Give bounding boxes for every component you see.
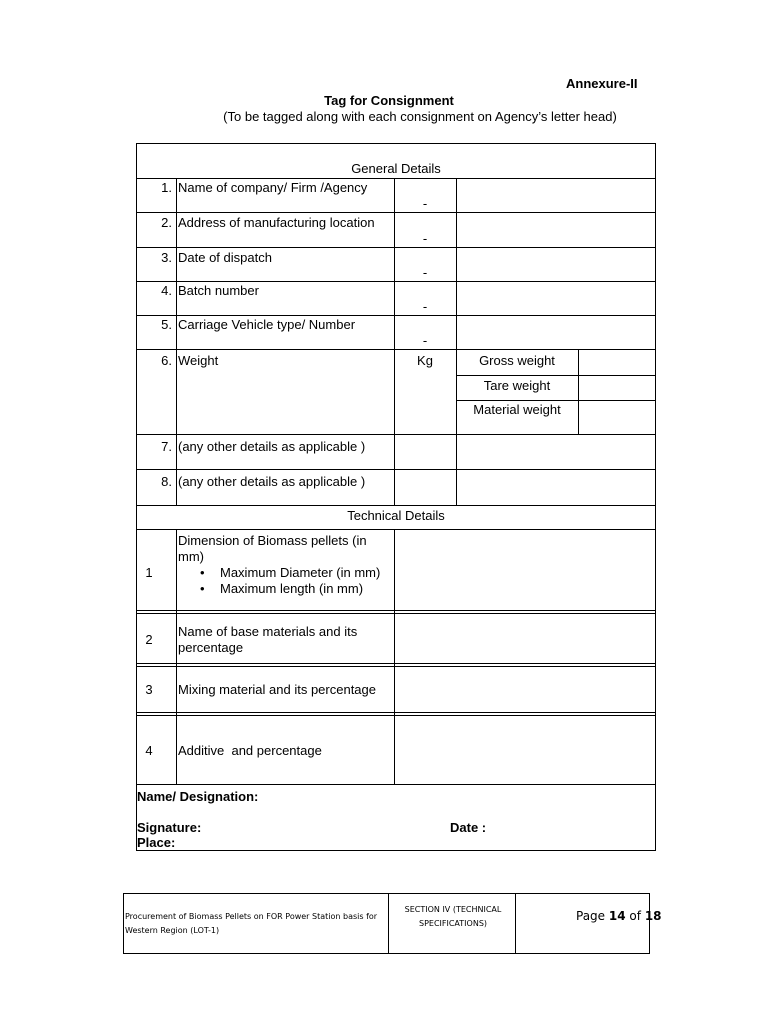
list-item: • Maximum Diameter (in mm) <box>178 565 392 581</box>
page-subtitle: (To be tagged along with each consignment on Agency’s letter head) <box>223 109 617 124</box>
row-label-weight: Weight <box>178 353 219 368</box>
page-total: 18 <box>644 909 662 923</box>
annexure-label: Annexure-II <box>566 76 638 91</box>
row-dash: - <box>422 333 428 348</box>
material-weight-label: Material weight <box>473 402 561 417</box>
signature-label: Signature: <box>137 820 202 835</box>
date-label: Date : <box>450 820 487 835</box>
value-field-vehicle[interactable] <box>458 317 654 347</box>
value-field-dimension[interactable] <box>396 531 654 608</box>
gross-weight-label: Gross weight <box>479 353 555 368</box>
value-field-base-materials[interactable] <box>396 615 654 661</box>
value-field-mixing[interactable] <box>396 668 654 710</box>
row-number: 2. <box>161 215 172 230</box>
value-field-additive[interactable] <box>396 717 654 782</box>
row-label-address: Address of manufacturing location <box>178 215 375 230</box>
tare-weight-label: Tare weight <box>483 378 551 393</box>
row-number: 8. <box>161 474 172 489</box>
value-field-company[interactable] <box>458 180 654 210</box>
page-number <box>576 909 662 923</box>
row-label-base-materials: Name of base materials and its percentage <box>178 624 358 655</box>
row-number: 4. <box>161 283 172 298</box>
row-number: 7. <box>161 439 172 454</box>
row-label-batch: Batch number <box>178 283 259 298</box>
row-number: 2 <box>145 632 153 647</box>
row-label-vehicle: Carriage Vehicle type/ Number <box>178 317 356 332</box>
material-weight-field[interactable] <box>580 402 654 432</box>
row-number: 1 <box>145 565 153 580</box>
row-label-additive: Additive and percentage <box>178 743 322 758</box>
row-number: 5. <box>161 317 172 332</box>
row-dash: - <box>422 231 428 246</box>
tare-weight-field[interactable] <box>580 377 654 398</box>
row-label-mixing: Mixing material and its percentage <box>178 682 376 697</box>
value-field-dispatch-date[interactable] <box>458 249 654 279</box>
weight-unit: Kg <box>417 353 433 368</box>
page-of: of <box>629 909 641 923</box>
row-dash: - <box>422 299 428 314</box>
row-number: 6. <box>161 353 172 368</box>
row-dash: - <box>422 265 428 280</box>
general-details-heading: General Details <box>351 161 441 176</box>
row-number: 1. <box>161 180 172 195</box>
footer-section: SECTION IV (TECHNICAL SPECIFICATIONS) <box>404 905 502 928</box>
row-label-dimension <box>178 533 392 597</box>
value-field-other[interactable] <box>458 471 654 503</box>
page-prefix: Page <box>576 909 606 923</box>
row-label-other: (any other details as applicable ) <box>178 474 366 489</box>
technical-details-heading: Technical Details <box>347 508 445 523</box>
page-current: 14 <box>608 909 626 923</box>
row-label-dispatch-date: Date of dispatch <box>178 250 272 265</box>
footer-project: Procurement of Biomass Pellets on FOR Power Station basis for Western Region (LOT-1) <box>125 912 378 935</box>
row-number: 4 <box>145 743 153 758</box>
list-item: • Maximum length (in mm) <box>178 581 392 597</box>
value-field-batch[interactable] <box>458 283 654 313</box>
name-designation-label: Name/ Designation: <box>137 789 259 804</box>
value-field-other[interactable] <box>458 436 654 467</box>
value-field-address[interactable] <box>458 214 654 244</box>
dimension-label: Dimension of Biomass pellets (in mm) <box>178 533 367 564</box>
gross-weight-field[interactable] <box>580 351 654 373</box>
page-title: Tag for Consignment <box>324 93 454 108</box>
row-number: 3. <box>161 250 172 265</box>
row-number: 3 <box>145 682 153 697</box>
row-label-other: (any other details as applicable ) <box>178 439 366 454</box>
row-dash: - <box>422 196 428 211</box>
dimension-bullets <box>178 565 392 597</box>
row-label-company: Name of company/ Firm /Agency <box>178 180 368 195</box>
place-label: Place: <box>137 835 176 850</box>
